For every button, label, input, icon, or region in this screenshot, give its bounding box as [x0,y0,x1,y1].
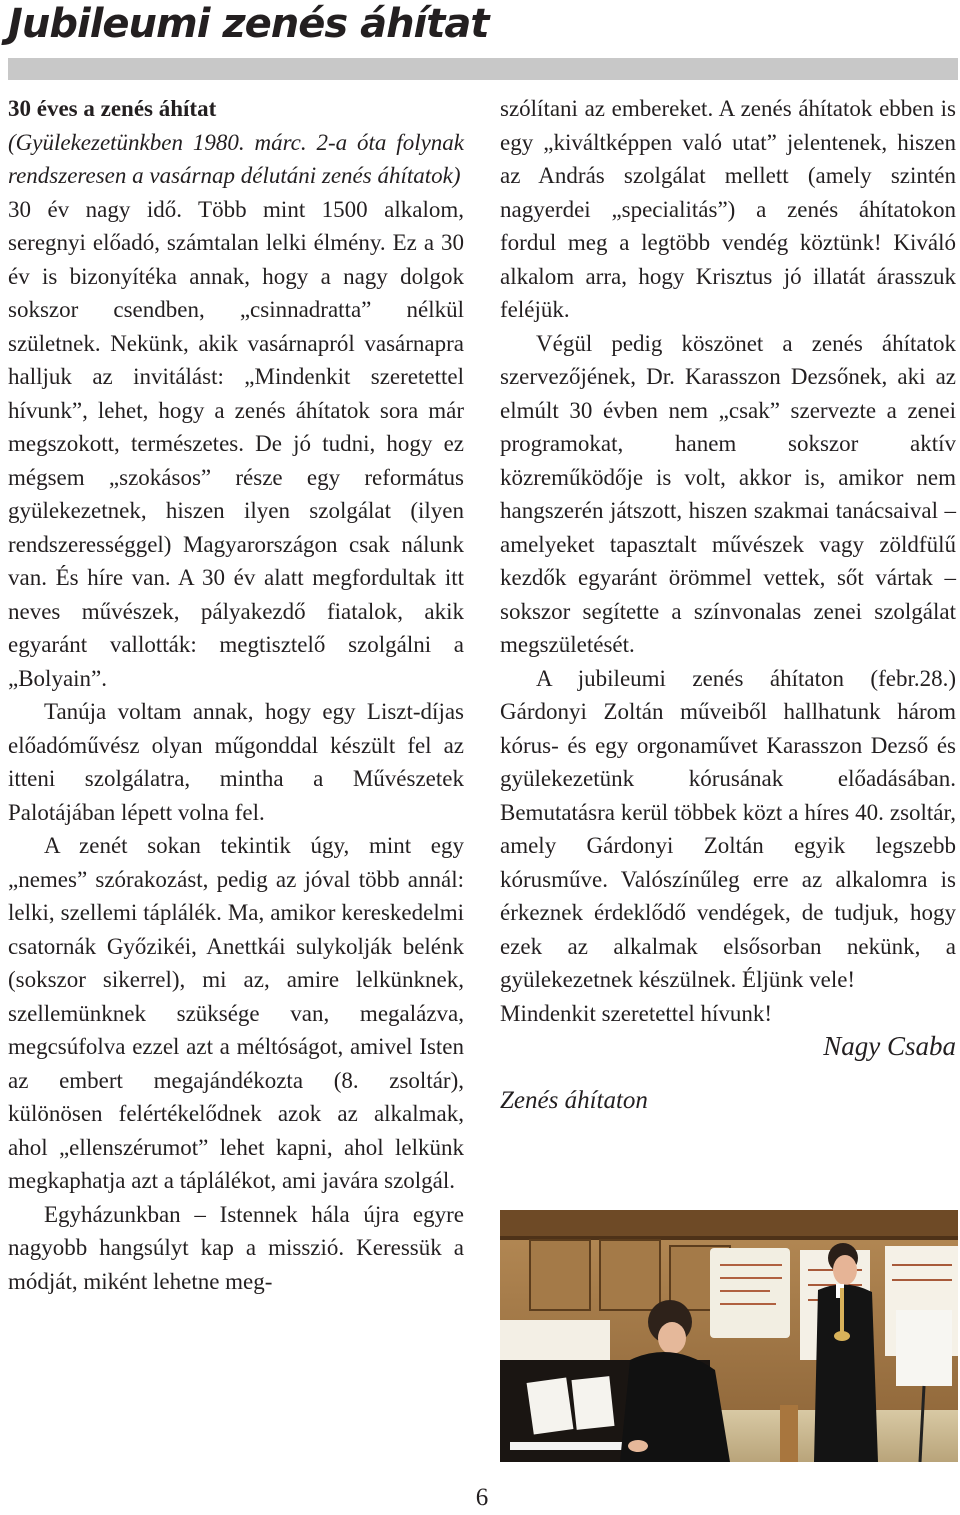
article-paragraph: Tanúja voltam annak, hogy egy Liszt-díjas előadóművész olyan műgonddal készült fel az itteni szolgálatra, mintha a Művészetek Palotájában lépett volna fel. [8,699,464,825]
article-paragraph: szólítani az embereket. A zenés áhítatok ebben is egy „kiváltképpen való utat” jelentenek, hiszen az András szolgálat mellett (amely szintén nagyerdei „specialitás”) a zenés áhítatokon fordul meg a legtöbb vendég köztünk! Kiváló alkalom arra, hogy Krisztus jó illatát árasszuk feléjük. [500,96,956,322]
closing-line: Mindenkit szeretettel hívunk! [500,1000,773,1026]
author-signature: Nagy Csaba [823,1031,956,1061]
concert-photo [500,1210,958,1462]
article-paragraph: Egyházunkban – Istennek hála újra egyre nagyobb hangsúlyt kap a misszió. Keressük a módját, miként lehetne meg- [8,1201,464,1294]
article-paragraph: A zenét sokan tekintik úgy, mint egy „nemes” szórakozást, pedig az jóval több annál: lelki, szellemi táplálék. Ma, amikor kereskedelmi csatornák Győzikéi, Anettkái sulykolják belénk (sokszor sikerrel), mi az, amire lelkünknek, szellemünknek szüksége van, megalázva, megcsúfolva ezzel azt a méltóságot, amivel Isten az embert megajándékozta (8. zsoltár), különösen felértékelődnek azok az alkalmak, ahol „ellenszérumot” lehet kapni, ahol lelkünk megkaphatja azt a táplálékot, ami javára szolgál. [8,833,464,1193]
page-header-title: Jubileumi zenés áhítat [8,1,489,47]
article-paragraph: Végül pedig köszönet a zenés áhítatok szervezőjének, Dr. Karasszon Dezsőnek, aki az elmúlt 30 évben nem „csak” szervezte a zenei programokat, hanem sokszor aktív közreműködője is volt, akkor is, amikor nem hangszerén játszott, hiszen szakmai tanácsaival – amelyeket tapasztalt művészek vagy zöldfülű kezdők egyaránt örömmel vettek, sőt vártak – sokszor segítette a színvonalas zenei szolgálat megszületését. [500,330,956,657]
article-paragraph: 30 év nagy idő. Több mint 1500 alkalom, seregnyi előadó, számtalan lelki élmény. Ez a 30 év is bizonyítéka annak, hogy a nagy dolgok sokszor csendben, „csinnadratta” nélkül születnek. Nekünk, akik vasárnapról vasárnapra halljuk az invitálást: „Mindenkit szeretettel hívunk”, lehet, hogy a zenés áhítatok sora már megszokott, természetes. De jó tudni, hogy ez mégsem „szokásos” része egy református gyülekezetnek, hiszen ilyen szolgálat (ilyen rendszerességgel) Magyarországon csak nálunk van. És híre van. A 30 év alatt megfordultak itt neves művészek, pályakezdő fiatalok, akik egyaránt vallották: megtisztelő szolgálni a „Bolyain”. [8,196,464,691]
photo-caption: Zenés áhítaton [500,1086,648,1114]
left-column [8,92,464,1298]
article-subtitle: (Gyülekezetünkben 1980. márc. 2-a óta folynak rendszeresen a vasárnap délutáni zenés áhítatok) [8,129,464,188]
right-column [500,92,956,1117]
article-title: 30 éves a zenés áhítat [8,96,217,121]
article-paragraph: A jubileumi zenés áhítaton (febr.28.) Gárdonyi Zoltán műveiből hallhatunk három kórus- és egy orgonaművet Karasszon Dezső és gyülekezetünk kórusának előadásában. Bemutatásra kerül többek közt a híres 40. zsoltár, amely Gárdonyi Zoltán egyik legszebb kórusműve. Valószínűleg erre az alkalomra is érkeznek érdeklődő vendégek, de tudjuk, hogy ezek az alkalmak elsősorban nekünk, a gyülekezetnek készülnek. Éljünk vele! [500,665,956,992]
page-number: 6 [475,1484,489,1511]
header-rule [8,58,958,80]
